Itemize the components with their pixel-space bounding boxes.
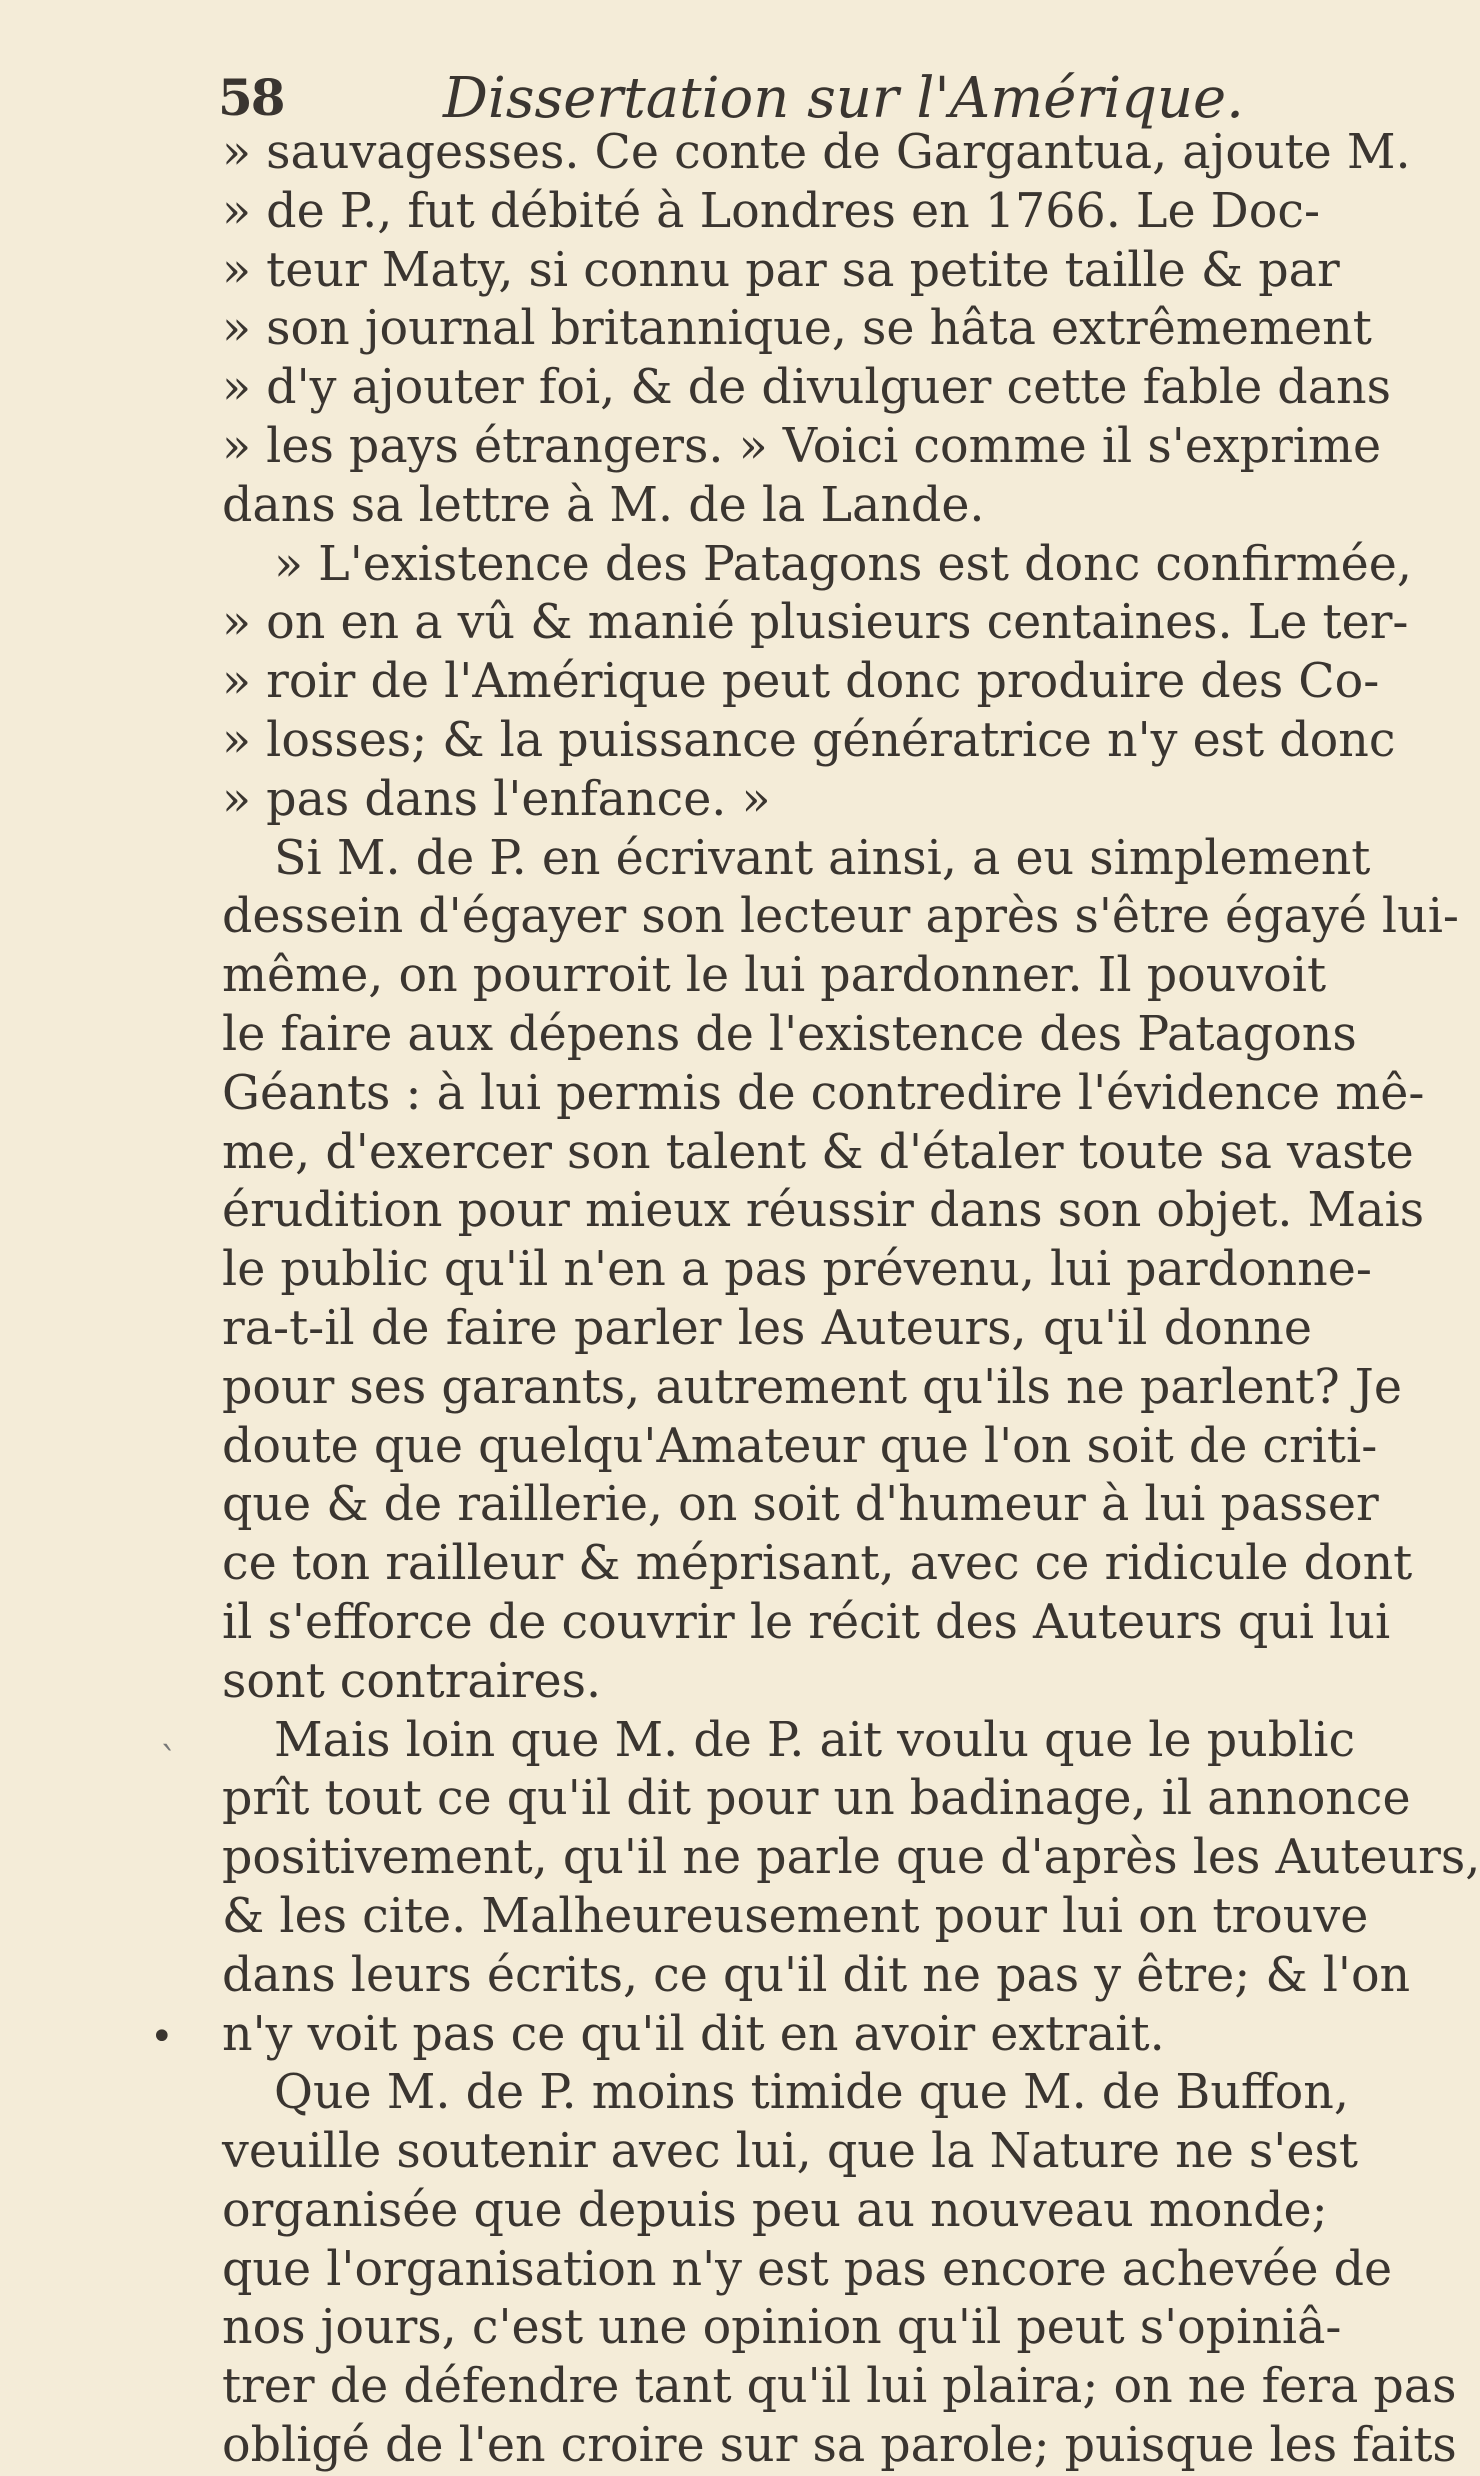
text-line: le public qu'il n'en a pas prévenu, lui pardonne- [222, 1242, 1372, 1298]
text-line: dans sa lettre à M. de la Lande. [222, 477, 985, 533]
text-line: organisée que depuis peu au nouveau monde; [222, 2182, 1328, 2238]
text-line: que l'organisation n'y est pas encore achevée de [222, 2241, 1393, 2297]
text-line: Géants : à lui permis de contredire l'évidence mê- [222, 1065, 1425, 1121]
body-text [222, 124, 1480, 2476]
text-line: positivement, qu'il ne parle que d'après les Auteurs, [222, 1830, 1480, 1886]
text-line: » pas dans l'enfance. » [222, 771, 771, 827]
page-number: 58 [218, 68, 284, 127]
text-line: » d'y ajouter foi, & de divulguer cette fable dans [222, 360, 1391, 416]
text-line: obligé de l'en croire sur sa parole; puisque les faits [222, 2418, 1457, 2474]
text-line: » losses; & la puissance génératrice n'y est donc [222, 712, 1396, 768]
running-title: Dissertation sur l'Amérique. [443, 66, 1244, 131]
text-line: » on en a vû & manié plusieurs centaines. Le ter- [222, 595, 1409, 651]
text-line: prît tout ce qu'il dit pour un badinage, il annonce [222, 1771, 1411, 1827]
text-line: & les cite. Malheureusement pour lui on trouve [222, 1888, 1369, 1944]
text-line: Si M. de P. en écrivant ainsi, a eu simplement [274, 830, 1371, 886]
text-line: ce ton railleur & méprisant, avec ce ridicule dont [222, 1536, 1413, 1592]
text-line: ra-t-il de faire parler les Auteurs, qu'il donne [222, 1300, 1312, 1356]
text-line: dans leurs écrits, ce qu'il dit ne pas y être; & l'on [222, 1947, 1411, 2003]
text-line: » roir de l'Amérique peut donc produire des Co- [222, 654, 1380, 710]
text-line: n'y voit pas ce qu'il dit en avoir extrait. [222, 2006, 1165, 2062]
text-line: érudition pour mieux réussir dans son objet. Mais [222, 1183, 1425, 1239]
text-line: » teur Maty, si connu par sa petite taille & par [222, 242, 1340, 298]
text-line: pour ses garants, autrement qu'ils ne parlent? Je [222, 1359, 1402, 1415]
text-line: » de P., fut débité à Londres en 1766. Le Doc- [222, 183, 1320, 239]
text-line: Que M. de P. moins timide que M. de Buffon, [274, 2065, 1349, 2121]
text-line: dessein d'égayer son lecteur après s'être égayé lui- [222, 889, 1459, 945]
text-line: le faire aux dépens de l'existence des Patagons [222, 1006, 1357, 1062]
text-line: » sauvagesses. Ce conte de Gargantua, ajoute M. [222, 125, 1411, 180]
text-line: que & de raillerie, on soit d'humeur à lui passer [222, 1477, 1379, 1533]
text-line: Mais loin que M. de P. ait voulu que le public [274, 1712, 1356, 1768]
text-line: nos jours, c'est une opinion qu'il peut s'opiniâ- [222, 2300, 1342, 2356]
text-line: doute que quelqu'Amateur que l'on soit de criti- [222, 1418, 1378, 1474]
text-line: » les pays étrangers. » Voici comme il s'exprime [222, 418, 1382, 474]
text-line: trer de défendre tant qu'il lui plaira; on ne fera pas [222, 2359, 1457, 2415]
text-line: » son journal britannique, se hâta extrêmement [222, 301, 1372, 357]
margin-bullet: • [150, 2014, 174, 2060]
text-line: me, d'exercer son talent & d'étaler toute sa vaste [222, 1124, 1414, 1180]
margin-tick: ` [160, 1741, 178, 1782]
text-line: veuille soutenir avec lui, que la Nature ne s'est [222, 2124, 1358, 2180]
text-line: même, on pourroit le lui pardonner. Il pouvoit [222, 948, 1327, 1004]
text-line: il s'efforce de couvrir le récit des Auteurs qui lui [222, 1594, 1391, 1650]
text-line: » L'existence des Patagons est donc confirmée, [274, 536, 1412, 592]
text-line: sont contraires. [222, 1653, 602, 1709]
